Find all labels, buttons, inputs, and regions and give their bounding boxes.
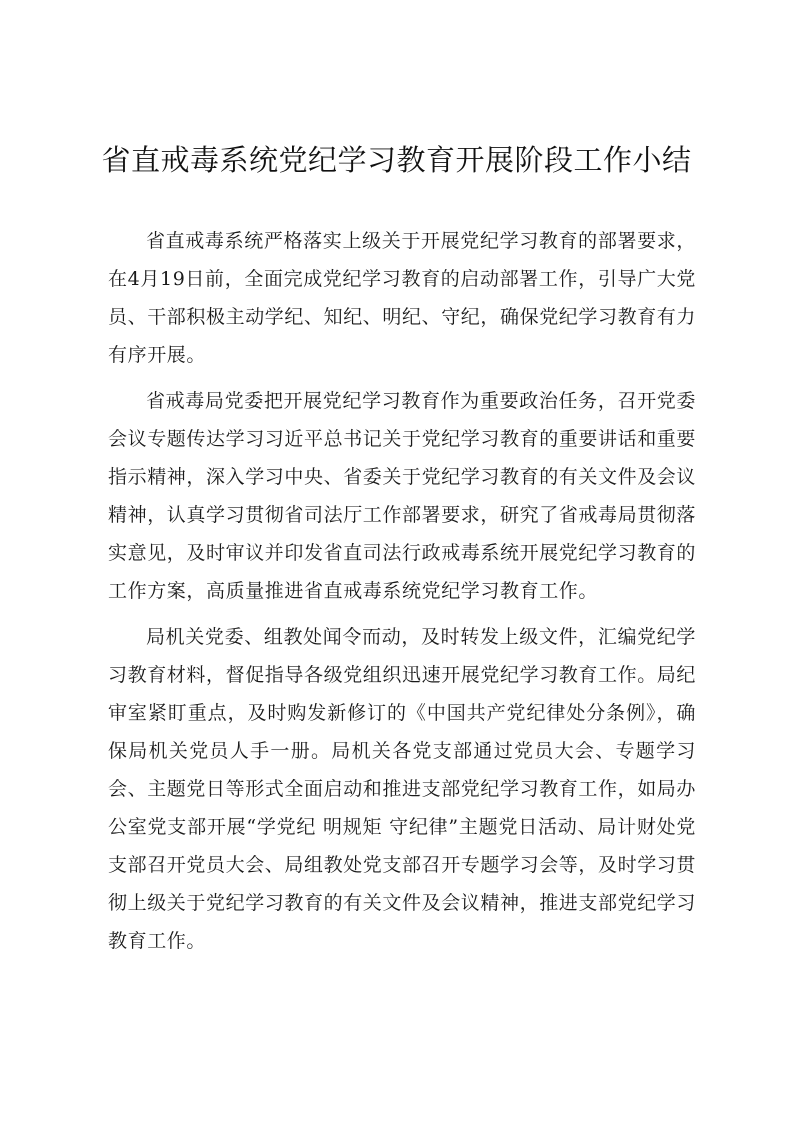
- paragraph-1: 省直戒毒系统严格落实上级关于开展党纪学习教育的部署要求，在4月19日前，全面完成党纪学习教育的启动部署工作，引导广大党员、干部积极主动学纪、知纪、明纪、守纪，确保党纪学习教育有力有序开展。: [108, 230, 697, 366]
- document-title: 省直戒毒系统党纪学习教育开展阶段工作小结: [101, 143, 692, 177]
- document-body: [108, 222, 696, 968]
- paragraph-2: 省戒毒局党委把开展党纪学习教育作为重要政治任务，召开党委会议专题传达学习习近平总书记关于党纪学习教育的重要讲话和重要指示精神，深入学习中央、省委关于党纪学习教育的有关文件及会议精神，认真学习贯彻省司法厅工作部署要求，研究了省戒毒局贯彻落实意见，及时审议并印发省直司法行政戒毒系统开展党纪学习教育的工作方案，高质量推进省直戒毒系统党纪学习教育工作。: [108, 390, 697, 602]
- paragraph-3: 局机关党委、组教处闻令而动，及时转发上级文件，汇编党纪学习教育材料，督促指导各级党组织迅速开展党纪学习教育工作。局纪审室紧盯重点，及时购发新修订的《中国共产党纪律处分条例》，确保局机关党员人手一册。局机关各党支部通过党员大会、专题学习会、主题党日等形式全面启动和推进支部党纪学习教育工作，如局办公室党支部开展“学党纪 明规矩 守纪律”主题党日活动、局计财处党支部召开党员大会、局组教处党支部召开专题学习会等，及时学习贯彻上级关于党纪学习教育的有关文件及会议精神，推进支部党纪学习教育工作。: [108, 626, 697, 952]
